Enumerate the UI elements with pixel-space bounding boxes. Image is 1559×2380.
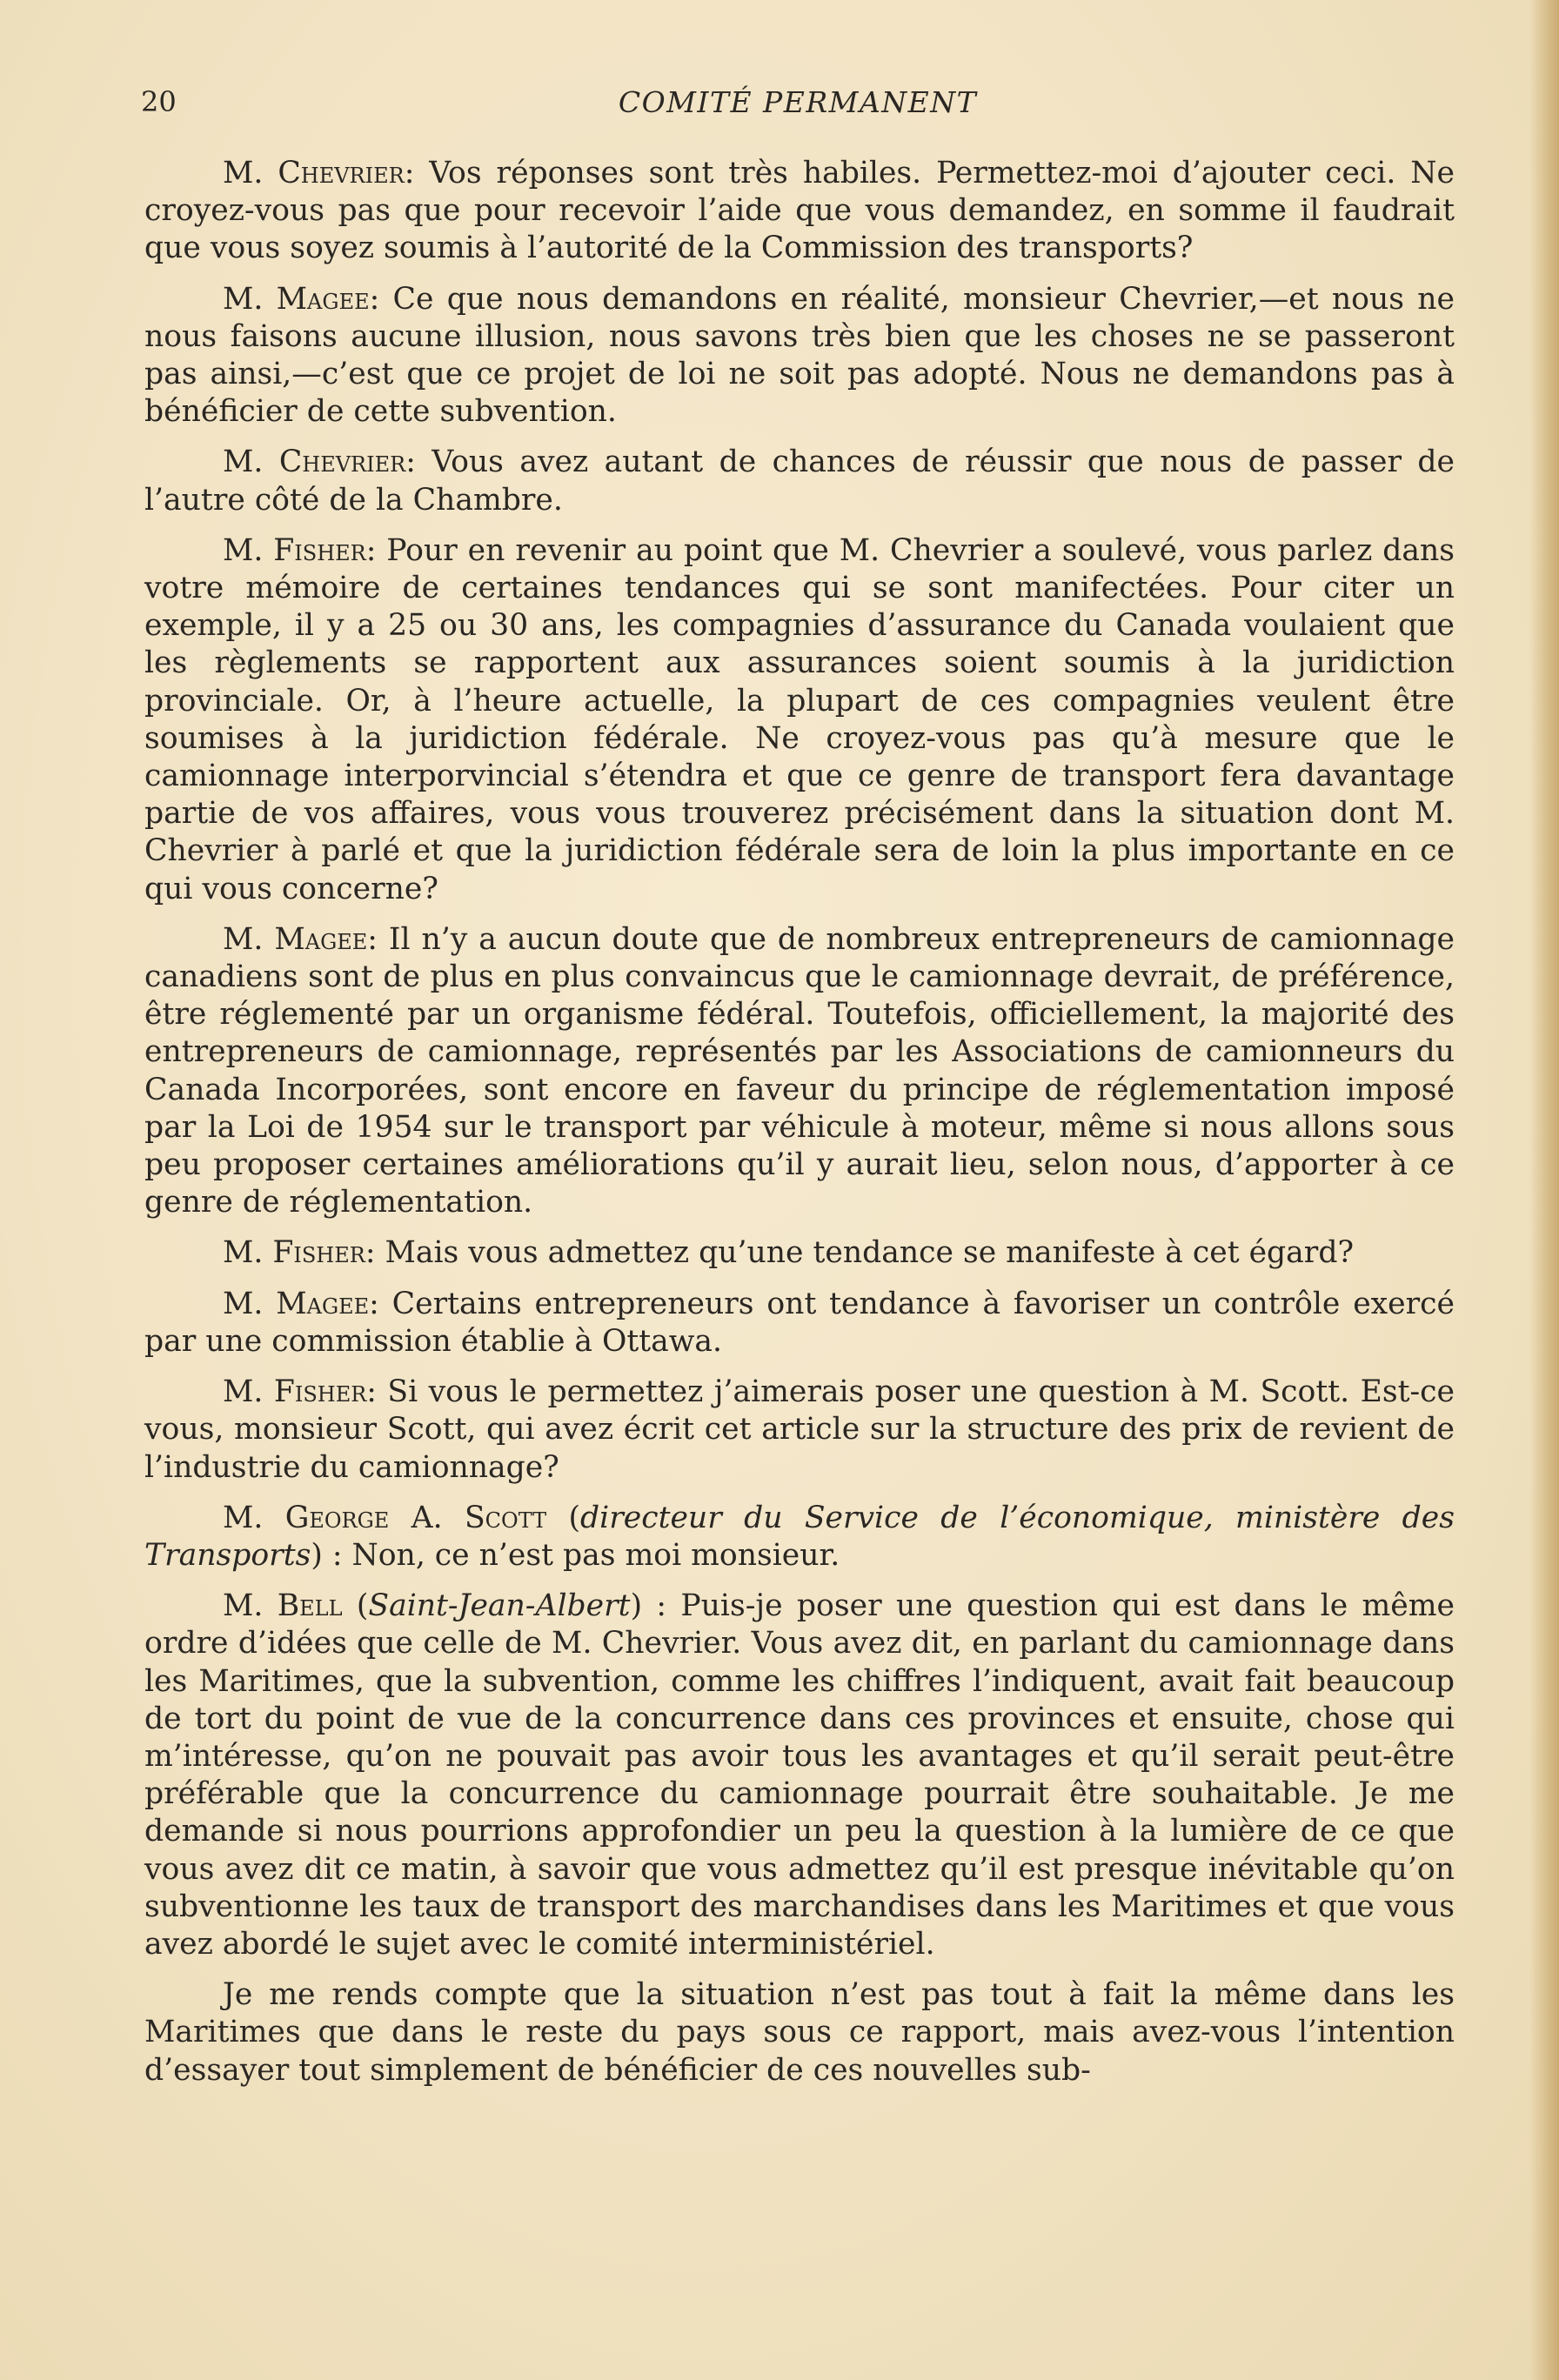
speaker-name: M. George A. Scott: [223, 1500, 547, 1535]
paragraph-text: Je me rends compte que la situation n’est pas tout à fait la même dans les Maritimes que dans le reste du pays sous ce rapport, mais avez-vous l’intention d’essayer tout simplement de bénéficier de ces nouvelles sub-: [144, 1977, 1455, 2088]
speaker-name: M. Magee:: [223, 281, 380, 317]
paragraph-text: Vos réponses sont très habiles. Permettez-moi d’ajouter ceci. Ne croyez-vous pas que pour recevoir l’aide que vous demandez, en somme il faudrait que vous soyez soumis à l’autorité de la Commission des transports?: [144, 156, 1455, 266]
paragraph: [144, 1234, 1455, 1272]
page-body: [144, 155, 1455, 2103]
paragraph: [144, 1286, 1455, 1360]
paragraph: [144, 1976, 1455, 2089]
page-edge-shadow: [1529, 0, 1559, 2380]
paragraph: [144, 444, 1455, 518]
speaker-name: M. Bell: [223, 1588, 343, 1624]
speaker-name: M. Fisher:: [223, 532, 377, 568]
paragraph: [144, 1374, 1455, 1487]
paragraph: [144, 281, 1455, 431]
paragraph: [144, 921, 1455, 1222]
running-head: [141, 85, 1455, 134]
paragraph-text: Vous avez autant de chances de réussir que nous de passer de l’autre côté de la Chambre.: [144, 445, 1455, 518]
paragraph-text: ) : Puis-je poser une question qui est dans le même ordre d’idées que celle de M. Chevrier. Vous avez dit, en parlant du camionnage dans les Maritimes, que la subvention, comme les chiffres l’indiquent, avait fait beaucoup de tort du point de vue de la concurrence dans ces provinces et ensuite, chose qui m’intéresse, qu’on ne pouvait pas avoir tous les avantages et qu’il serait peut-être préférable que la concurrence du camionnage pourrait être souhaitable. Je me demande si nous pourrions approfondier un peu la question à la lumière de ce que vous avez dit ce matin, à savoir que vous admettez qu’il est presque inévitable qu’on subventionne les taux de transport des marchandises dans les Maritimes et que vous avez abordé le sujet avec le comité interministériel.: [144, 1588, 1455, 1962]
paragraph: [144, 1500, 1455, 1574]
paren-open: (: [342, 1588, 369, 1624]
running-title: COMITÉ PERMANENT: [618, 85, 978, 119]
paragraph-text: Mais vous admettez qu’une tendance se manifeste à cet égard?: [375, 1235, 1354, 1271]
paragraph: [144, 532, 1455, 908]
speaker-name: M. Magee:: [223, 1286, 379, 1321]
paragraph-text: ) : Non, ce n’est pas moi monsieur.: [311, 1537, 840, 1573]
speaker-name: M. Chevrier:: [223, 156, 415, 191]
paragraph-text: Certains entrepreneurs ont tendance à favoriser un contrôle exercé par une commission établie à Ottawa.: [144, 1286, 1455, 1359]
paragraph-text: Pour en revenir au point que M. Chevrier a soulevé, vous parlez dans votre mémoire de certaines tendances qui se sont manifectées. Pour citer un exemple, il y a 25 ou 30 ans, les compagnies d’assurance du Canada voulaient que les règlements se rapportent aux assurances soient soumis à la juridiction provinciale. Or, à l’heure actuelle, la plupart de ces compagnies veulent être soumises à la juridiction fédérale. Ne croyez-vous pas qu’à mesure que le camionnage interporvincial s’étendra et que ce genre de transport fera davantage partie de vos affaires, vous vous trouverez précisément dans la situation dont M. Chevrier à parlé et que la juridiction fédérale sera de loin la plus importante en ce qui vous concerne?: [144, 532, 1455, 906]
paragraph-text: Si vous le permettez j’aimerais poser une question à M. Scott. Est-ce vous, monsieur Scott, qui avez écrit cet article sur la structure des prix de revient de l’industrie du camionnage?: [144, 1374, 1455, 1485]
paragraph-text: Ce que nous demandons en réalité, monsieur Chevrier,—et nous ne nous faisons aucune illusion, nous savons très bien que les choses ne se passeront pas ainsi,—c’est que ce projet de loi ne soit pas adopté. Nous ne demandons pas à bénéficier de cette subvention.: [144, 281, 1455, 430]
page-number: 20: [141, 85, 177, 118]
speaker-name: M. Magee:: [223, 921, 378, 957]
paren-open: (: [546, 1500, 581, 1535]
speaker-name: M. Fisher:: [223, 1235, 376, 1271]
speaker-title: directeur du Service de l’économique, ministère des Transports: [144, 1500, 1455, 1573]
speaker-name: M. Fisher:: [223, 1374, 377, 1410]
paragraph-text: Il n’y a aucun doute que de nombreux entrepreneurs de camionnage canadiens sont de plus en plus convaincus que le camionnage devrait, de préférence, être réglementé par un organisme fédéral. Toutefois, officiellement, la majorité des entrepreneurs de camionnage, représentés par les Associations de camionneurs du Canada Incorporées, sont encore en faveur du principe de réglementation imposé par la Loi de 1954 sur le transport par véhicule à moteur, même si nous allons sous peu proposer certaines améliorations qu’il y aurait lieu, selon nous, d’apporter à ce genre de réglementation.: [144, 921, 1455, 1220]
speaker-name: M. Chevrier:: [223, 445, 416, 480]
paragraph: [144, 1588, 1455, 1963]
paragraph: [144, 155, 1455, 268]
speaker-riding: Saint-Jean-Albert: [368, 1588, 631, 1624]
